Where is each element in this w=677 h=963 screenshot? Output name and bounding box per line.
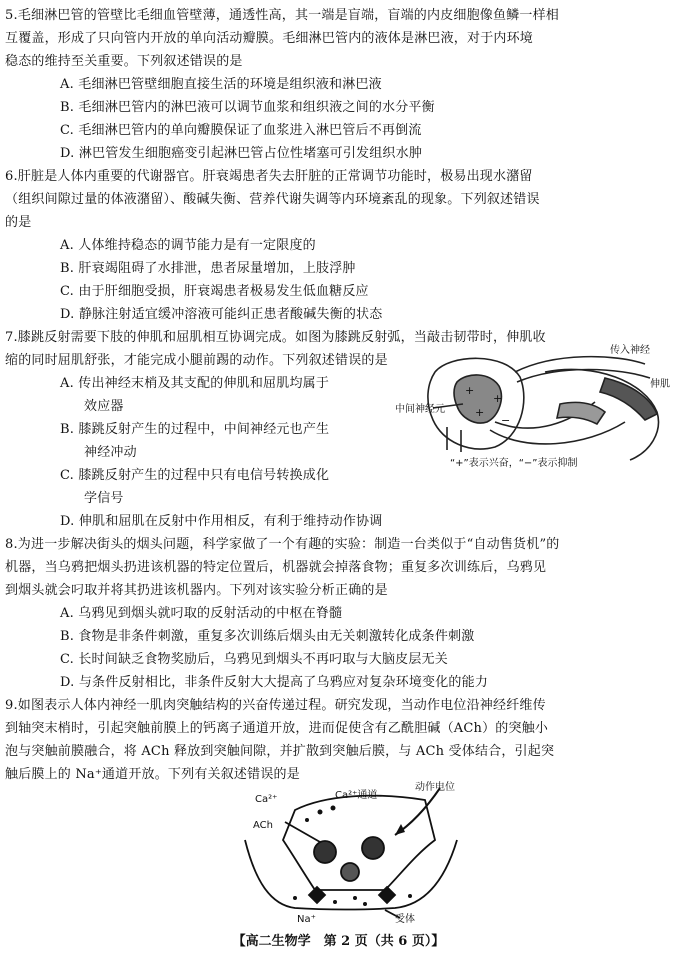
figure-7-caption: “+”表示兴奋，“−”表示抑制 xyxy=(450,458,578,469)
question-9-stem-line-2: 到轴突末梢时，引起突触前膜上的钙离子通道开放，进而促使含有乙酰胆碱（ACh）的突触小 xyxy=(5,721,549,736)
question-6-stem-line-3: 的是 xyxy=(5,215,32,230)
question-5-option-d: D. 淋巴管发生细胞癌变引起淋巴管占位性堵塞可引发组织水肿 xyxy=(60,146,423,161)
label-afferent-nerve: 传入神经 xyxy=(610,345,650,356)
question-9-stem-line-3: 泡与突触前膜融合，将 ACh 释放到突触间隙，并扩散到突触后膜，与 ACh 受体结合，引起突 xyxy=(5,744,555,759)
question-6-stem-line-2: （组织间隙过量的体液潴留）、酸碱失衡、营养代谢失调等内环境紊乱的现象。下列叙述错误 xyxy=(5,192,540,207)
question-7-stem-line-1: 7.膝跳反射需要下肢的伸肌和屈肌相互协调完成。如图为膝跳反射弧，当敲击韧带时，伸肌收 xyxy=(5,330,546,345)
label-action-potential: 动作电位 xyxy=(415,782,455,793)
question-7-option-a-cont: 效应器 xyxy=(84,399,124,414)
question-8-stem-line-2: 机器，当乌鸦把烟头扔进该机器的特定位置后，机器就会掉落食物；重复多次训练后，乌鸦见 xyxy=(5,560,547,575)
label-interneuron: 中间神经元 xyxy=(395,404,445,415)
question-8-option-d: D. 与条件反射相比，非条件反射大大提高了乌鸦应对复杂环境变化的能力 xyxy=(60,675,489,690)
question-5-option-c: C. 毛细淋巴管内的单向瓣膜保证了血浆进入淋巴管后不再倒流 xyxy=(60,123,422,138)
question-7-option-d: D. 伸肌和屈肌在反射中作用相反，有利于维持动作协调 xyxy=(60,514,383,529)
question-7-option-c-cont: 学信号 xyxy=(84,491,124,506)
question-7-option-b: B. 膝跳反射产生的过程中，中间神经元也产生 xyxy=(60,422,330,437)
label-ca-channel: Ca²⁺通道 xyxy=(335,790,378,801)
question-9-stem-line-1: 9.如图表示人体内神经一肌肉突触结构的兴奋传递过程。研究发现，当动作电位沿神经纤维传 xyxy=(5,698,546,713)
question-7-stem-line-2: 缩的同时屈肌舒张，才能完成小腿前踢的动作。下列叙述错误的是 xyxy=(5,353,388,368)
label-ca-ion: Ca²⁺ xyxy=(255,794,278,805)
question-8-option-a: A. 乌鸦见到烟头就叼取的反射活动的中枢在脊髓 xyxy=(60,606,343,621)
question-8-option-c: C. 长时间缺乏食物奖励后，乌鸦见到烟头不再叼取与大脑皮层无关 xyxy=(60,652,448,667)
question-6-stem-line-1: 6.肝脏是人体内重要的代谢器官。肝衰竭患者失去肝脏的正常调节功能时，极易出现水潴留 xyxy=(5,169,533,184)
question-6-option-b: B. 肝衰竭阻碍了水排泄，患者尿量增加，上肢浮肿 xyxy=(60,261,356,276)
synaptic-vesicle-1 xyxy=(314,841,336,863)
question-6-option-d: D. 静脉注射适宜缓冲溶液可能纠正患者酸碱失衡的状态 xyxy=(60,307,383,322)
question-5-option-a: A. 毛细淋巴管壁细胞直接生活的环境是组织液和淋巴液 xyxy=(60,77,382,92)
question-9-stem-line-4: 触后膜上的 Na⁺通道开放。下列有关叙述错误的是 xyxy=(5,767,300,782)
question-6-option-c: C. 由于肝细胞受损，肝衰竭患者极易发生低血糖反应 xyxy=(60,284,369,299)
question-8-option-b: B. 食物是非条件刺激，重复多次训练后烟头由无关刺激转化成条件刺激 xyxy=(60,629,475,644)
synaptic-vesicle-3 xyxy=(341,863,359,881)
neuromuscular-synapse-figure xyxy=(225,780,470,925)
label-receptor: 受体 xyxy=(395,914,415,925)
label-extensor: 伸肌 xyxy=(650,379,670,390)
sign-plus-2: + xyxy=(493,392,503,405)
question-7-option-c: C. 膝跳反射产生的过程中只有电信号转换成化 xyxy=(60,468,330,483)
sign-plus-3: + xyxy=(475,406,485,419)
question-7-option-b-cont: 神经冲动 xyxy=(84,445,137,460)
question-8-stem-line-1: 8.为进一步解决街头的烟头问题，科学家做了一个有趣的实验：制造一台类似于“自动售货机”的 xyxy=(5,537,560,552)
question-6-option-a: A. 人体维持稳态的调节能力是有一定限度的 xyxy=(60,238,316,253)
question-5-stem-line-3: 稳态的维持至关重要。下列叙述错误的是 xyxy=(5,54,243,69)
label-na-ion: Na⁺ xyxy=(297,914,316,925)
question-5-stem-line-2: 互覆盖，形成了只向管内开放的单向活动瓣膜。毛细淋巴管内的液体是淋巴液，对于内环境 xyxy=(5,31,534,46)
question-7-option-a: A. 传出神经末梢及其支配的伸肌和屈肌均属于 xyxy=(60,376,330,391)
label-flexor: 屈肌 xyxy=(565,392,585,403)
sign-plus-1: + xyxy=(465,384,475,397)
synaptic-vesicle-2 xyxy=(362,837,384,859)
page-footer: 【高二生物学 第 2 页（共 6 页）】 xyxy=(232,934,445,949)
sign-minus: − xyxy=(501,414,511,427)
question-8-stem-line-3: 到烟头就会叼取并将其扔进该机器内。下列对该实验分析正确的是 xyxy=(5,583,388,598)
question-5-stem-line-1: 5.毛细淋巴管的管壁比毛细血管壁薄，通透性高，其一端是盲端，盲端的内皮细胞像鱼鳞一样相 xyxy=(5,8,560,23)
label-ach: ACh xyxy=(253,820,273,831)
knee-jerk-reflex-arc-figure xyxy=(395,342,675,472)
question-5-option-b: B. 毛细淋巴管内的淋巴液可以调节血浆和组织液之间的水分平衡 xyxy=(60,100,435,115)
